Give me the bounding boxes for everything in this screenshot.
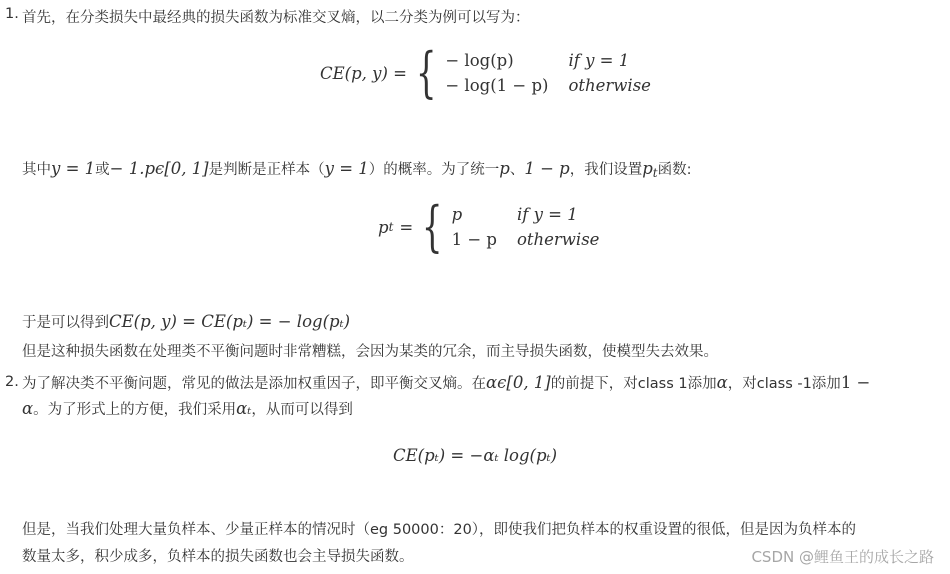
paragraph-problem: 但是这种损失函数在处理类不平衡问题时非常糟糕，会因为某类的冗余，而主导损失函数，使模型失去效果。 [22, 344, 718, 360]
paragraph-alpha-t [22, 398, 353, 419]
list-number-2: 2. [5, 374, 19, 390]
text-segment: 其中 [22, 162, 51, 178]
eq1-case1-cond: if y = 1 [568, 51, 630, 70]
math-inline: α [22, 399, 34, 418]
csdn-watermark: CSDN @鲤鱼王的成长之路 [751, 548, 934, 566]
text-segment: ）的概率。为了统一 [368, 162, 500, 178]
math-inline: CE(p, y) = CE(pₜ) = − log(pₜ) [109, 312, 351, 331]
math-inline: 1 − [840, 373, 871, 392]
math-inline: p [642, 159, 653, 178]
paragraph-intro: 首先，在分类损失中最经典的损失函数为标准交叉熵，以二分类为例可以写为： [22, 10, 530, 26]
eq1-lhs: CE(p, y) = [320, 63, 407, 83]
math-inline: αϵ[0, 1] [486, 373, 551, 392]
eq2-lhs-base: p [378, 217, 389, 237]
paragraph-pt-definition [22, 158, 691, 180]
eq2-case1-expr: p [451, 205, 463, 224]
text-segment: 的前提下，对class 1添加 [550, 376, 717, 392]
list-number-1: 1. [5, 6, 19, 22]
math-inline: y = 1 [324, 159, 369, 178]
text-segment: ，我们设置 [569, 162, 643, 178]
text-segment: 函数: [657, 162, 692, 178]
eq2-case2-expr: 1 − p [451, 230, 497, 249]
eq1-case1-expr: − log(p) [445, 51, 514, 70]
eq1-case2-cond: otherwise [568, 76, 651, 95]
paragraph-balanced-ce [22, 372, 870, 393]
text-segment: ，对class -1添加 [727, 376, 841, 392]
paragraph-result [22, 311, 350, 332]
eq2-equals: = [399, 217, 414, 237]
eq1-brace: { [415, 41, 437, 104]
eq2-lhs-sub: t [388, 220, 394, 234]
math-inline: 1 − p [524, 159, 570, 178]
math-inline: αₜ [236, 399, 252, 418]
paragraph-negative-samples-cont: 数量太多，积少成多，负样本的损失函数也会主导损失函数。 [22, 549, 414, 565]
eq2-case2-cond: otherwise [516, 230, 600, 249]
equation-pt [378, 195, 600, 258]
text-segment: 。为了形式上的方便，我们采用 [33, 402, 237, 418]
equation-cross-entropy [320, 41, 651, 104]
eq1-case2-expr: − log(1 − p) [445, 76, 549, 95]
paragraph-negative-samples: 但是，当我们处理大量负样本、少量正样本的情况时（eg 50000：20），即使我们把负样本的权重设置的很低，但是因为负样本的 [22, 522, 857, 538]
equation-balanced-ce: CE(pₜ) = −αₜ log(pₜ) [393, 446, 558, 465]
math-inline: y = 1 [51, 159, 96, 178]
text-segment: 于是可以得到 [22, 315, 109, 331]
eq2-case1-cond: if y = 1 [516, 205, 578, 224]
math-inline: − 1.pϵ[0, 1] [109, 159, 209, 178]
text-segment: 是判断是正样本（ [208, 162, 325, 178]
text-segment: 、 [509, 162, 525, 178]
math-inline: p [499, 159, 510, 178]
math-subscript: t [652, 166, 658, 180]
text-segment: 或 [95, 162, 110, 178]
eq2-brace: { [422, 195, 443, 258]
text-segment: ，从而可以得到 [251, 402, 353, 418]
text-segment: 为了解决类不平衡问题，常见的做法是添加权重因子，即平衡交叉熵。在 [22, 376, 486, 392]
math-inline: α [716, 373, 728, 392]
